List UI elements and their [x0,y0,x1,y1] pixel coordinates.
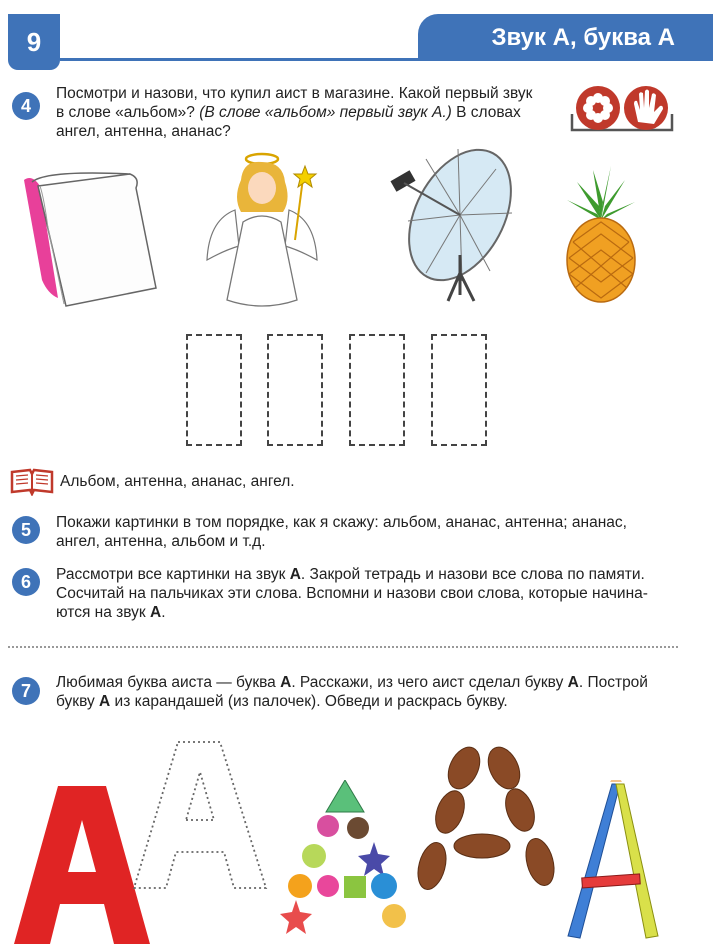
page-number: 9 [8,14,60,70]
section-divider [8,646,678,648]
answer-box-3[interactable] [349,334,405,446]
page-title: Звук А, буква А [418,14,713,61]
answer-box-1[interactable] [186,334,242,446]
answer-box-2[interactable] [267,334,323,446]
pineapple-picture [563,162,639,304]
task-5-text: Покажи картинки в том порядке, как я скажу: альбом, ананас, антенна; ананас, ангел, антенна, альбом и т.д. [56,514,627,550]
task-number-6: 6 [12,568,40,596]
answer-box-4[interactable] [431,334,487,446]
header-line [60,58,430,61]
dotted-letter-a[interactable] [130,740,270,890]
task-number-7: 7 [12,677,40,705]
cones-letter-a [412,738,562,900]
task-7-text: Любимая буква аиста — буква А. Расскажи, из чего аист сделал букву А. Построй букву А из карандашей (из палочек). Обведи и раскрась букву. [56,674,648,710]
album-picture [18,168,160,313]
book-icon [10,466,54,496]
flower-hand-icon [568,82,678,138]
answer-text: Альбом, антенна, ананас, ангел. [60,473,295,490]
antenna-picture [386,145,518,305]
task-number-4: 4 [12,92,40,120]
task-4-text: Посмотри и назови, что купил аист в магазине. Какой первый звук в слове «альбом»? (В слове «альбом» первый звук А.) В словах ангел, антенна, ананас? [56,85,533,140]
pencils-letter-a [560,780,660,940]
buttons-letter-a [278,780,413,942]
task-6-text: Рассмотри все картинки на звук А. Закрой тетрадь и назови все слова по памяти. Сосчитай на пальчиках эти слова. Вспомни и назови свои слова, которые начина- ются на звук А. [56,566,648,621]
task-number-5: 5 [12,516,40,544]
angel-picture [205,150,320,312]
